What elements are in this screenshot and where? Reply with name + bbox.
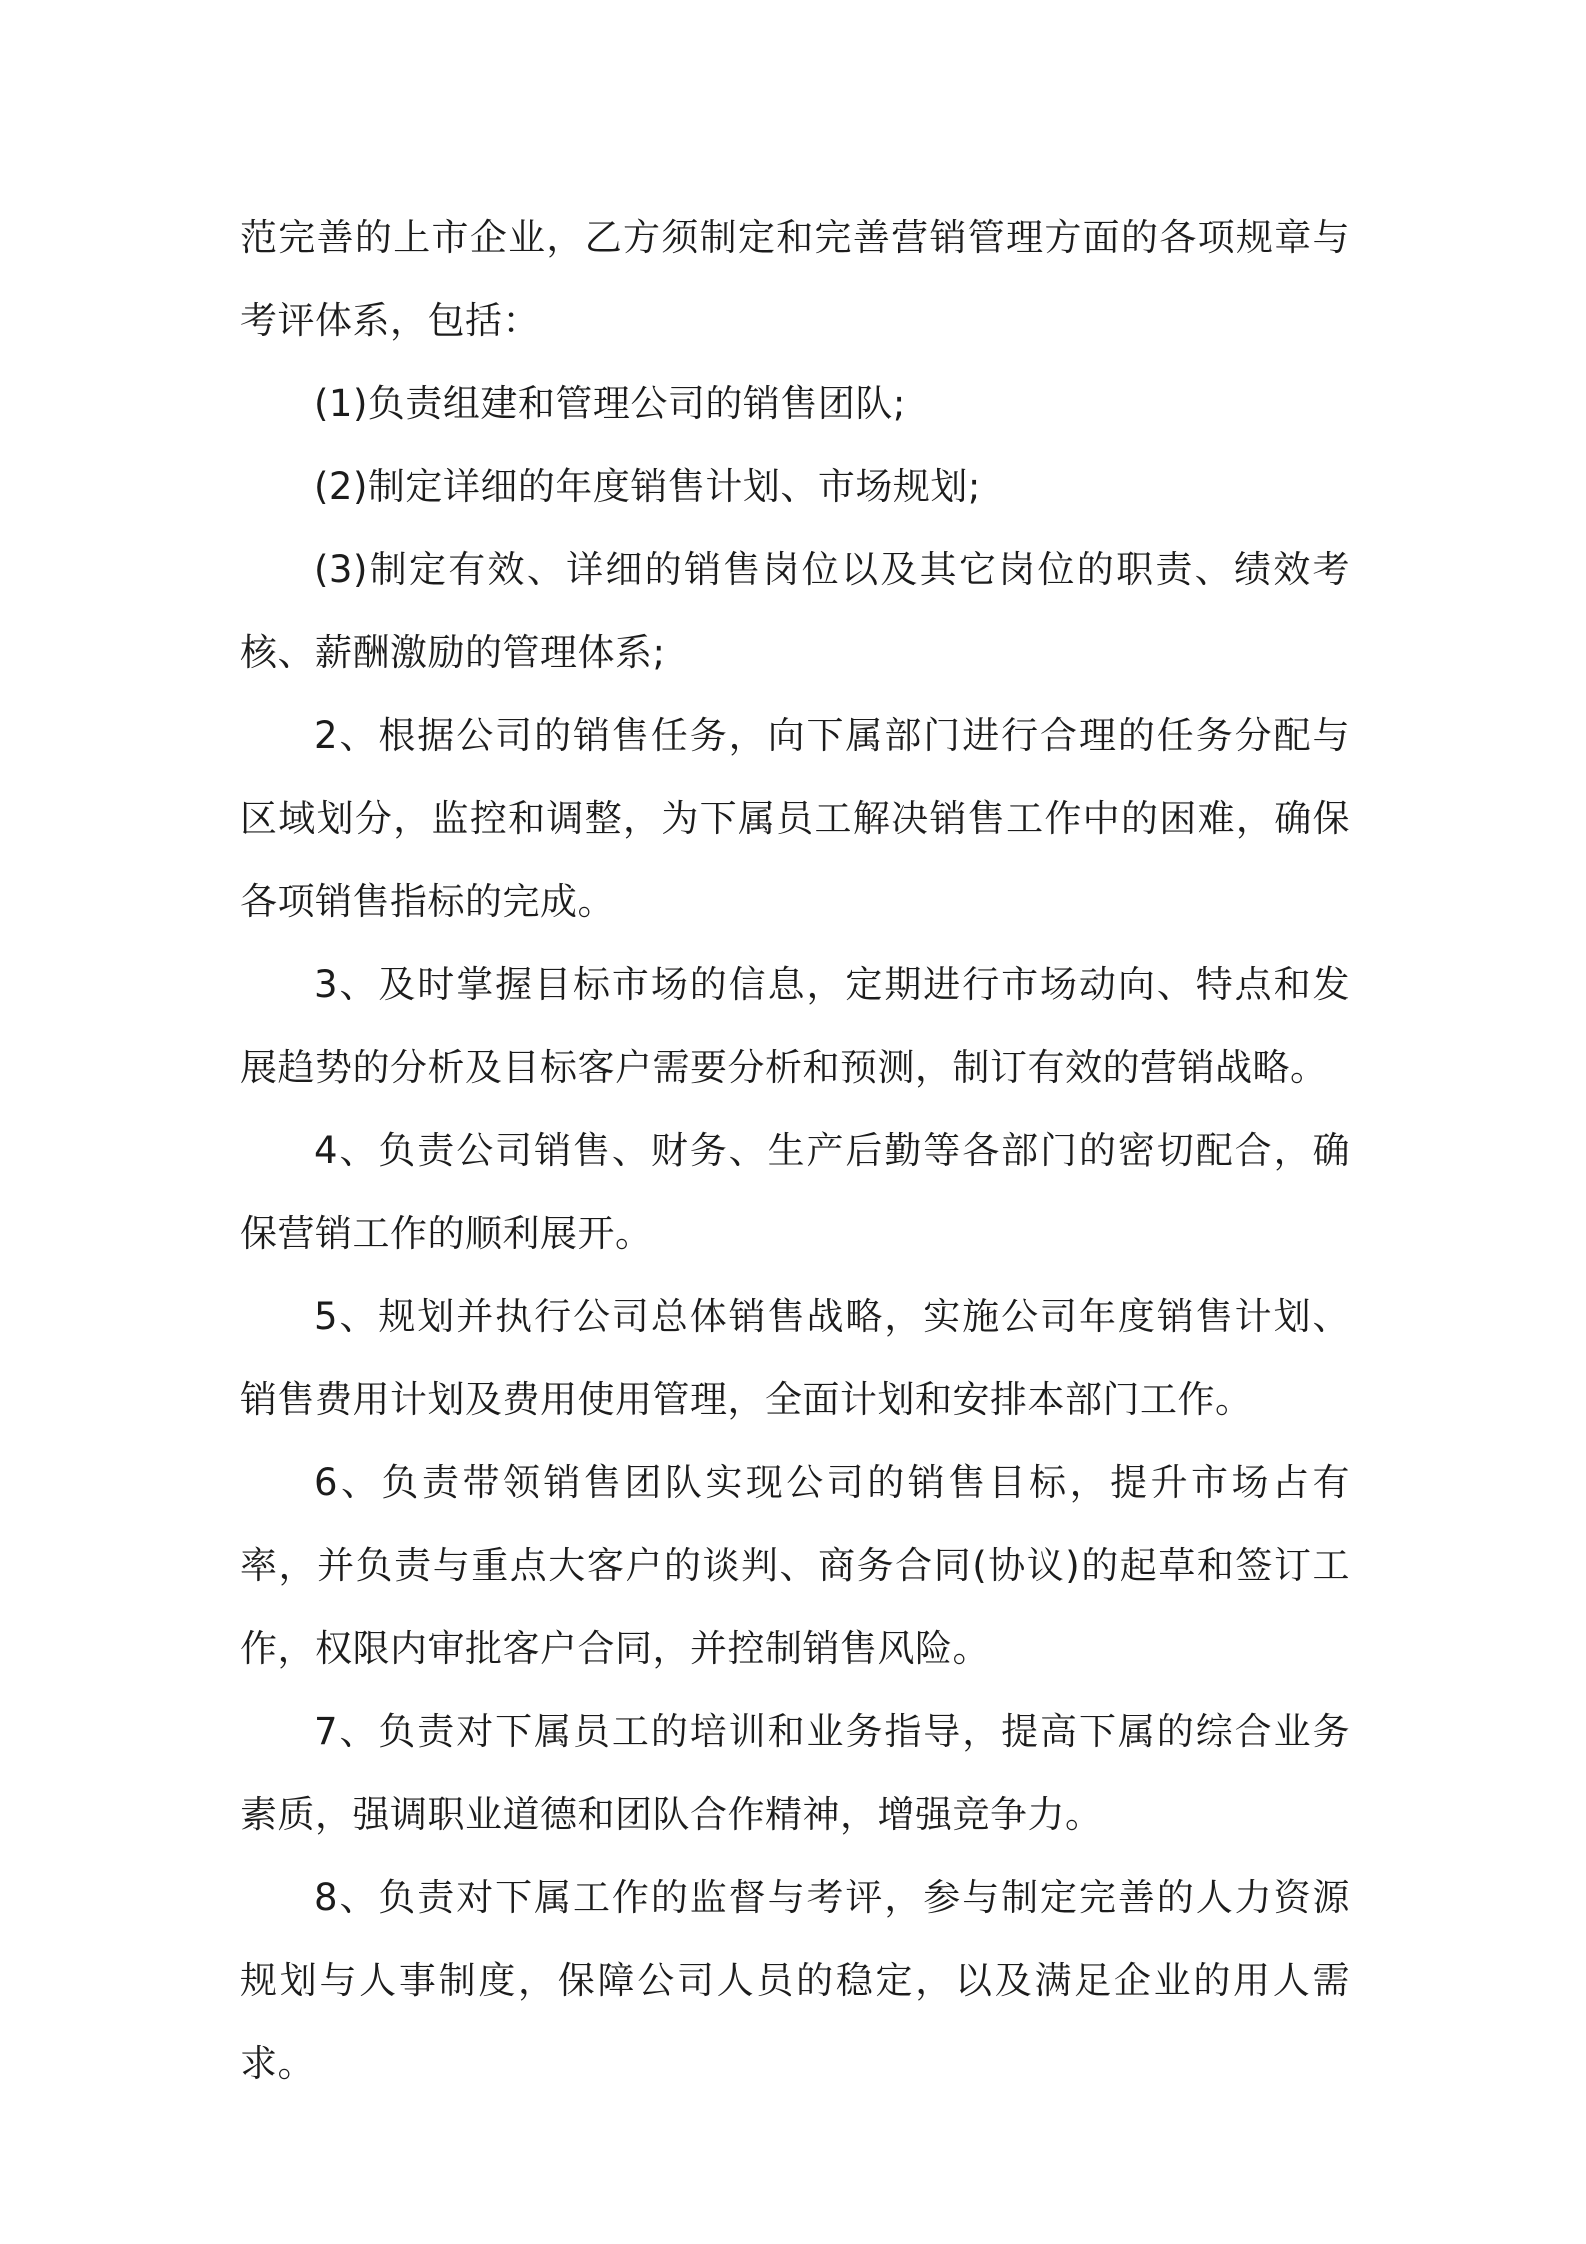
paragraph-item-2: (2)制定详细的年度销售计划、市场规划;	[314, 465, 981, 508]
paragraph-duty-8: 8、负责对下属工作的监督与考评，参与制定完善的人力资源规划与人事制度，保障公司人员的稳定，以及满足企业的用人需求。	[240, 1876, 1350, 2085]
document-body	[240, 196, 1350, 2105]
paragraph-duty-2: 2、根据公司的销售任务，向下属部门进行合理的任务分配与区域划分，监控和调整，为下属员工解决销售工作中的困难，确保各项销售指标的完成。	[240, 714, 1350, 923]
paragraph-duty-4: 4、负责公司销售、财务、生产后勤等各部门的密切配合，确保营销工作的顺利展开。	[240, 1129, 1350, 1255]
paragraph-duty-6: 6、负责带领销售团队实现公司的销售目标，提升市场占有率，并负责与重点大客户的谈判、商务合同(协议)的起草和签订工作，权限内审批客户合同，并控制销售风险。	[240, 1461, 1350, 1670]
paragraph-continuation: 范完善的上市企业，乙方须制定和完善营销管理方面的各项规章与考评体系，包括：	[240, 216, 1350, 342]
paragraph-duty-7: 7、负责对下属员工的培训和业务指导，提高下属的综合业务素质，强调职业道德和团队合作精神，增强竞争力。	[240, 1710, 1350, 1836]
paragraph-duty-3: 3、及时掌握目标市场的信息，定期进行市场动向、特点和发展趋势的分析及目标客户需要分析和预测，制订有效的营销战略。	[240, 963, 1350, 1089]
paragraph-item-1: (1)负责组建和管理公司的销售团队;	[314, 382, 906, 425]
paragraph-duty-5: 5、规划并执行公司总体销售战略，实施公司年度销售计划、销售费用计划及费用使用管理，全面计划和安排本部门工作。	[240, 1295, 1350, 1421]
paragraph-item-3: (3)制定有效、详细的销售岗位以及其它岗位的职责、绩效考核、薪酬激励的管理体系;	[240, 548, 1350, 674]
